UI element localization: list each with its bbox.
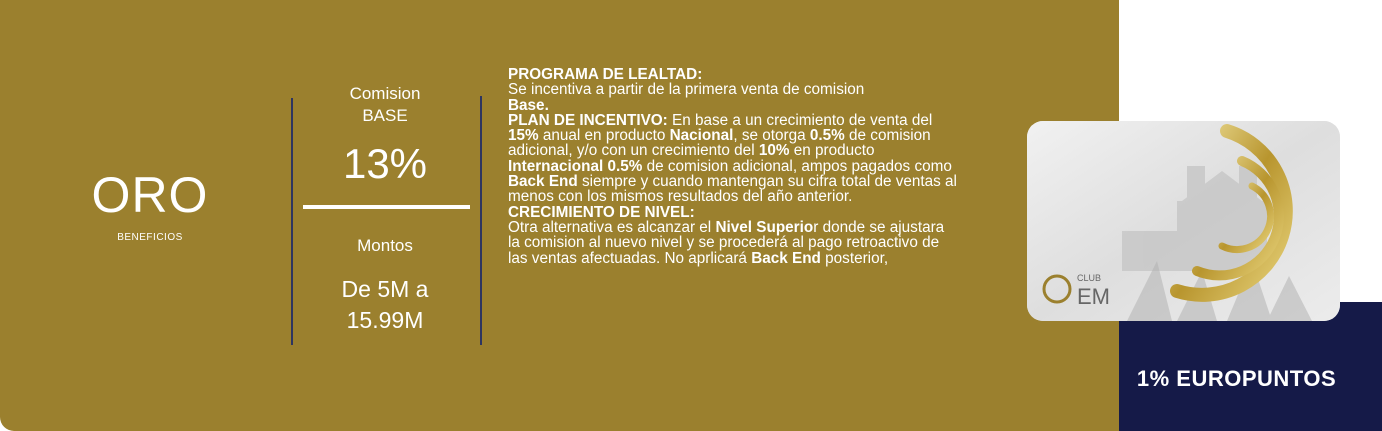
incentive-bold-5: Internacional 0.5% — [508, 157, 643, 175]
separator-line — [303, 205, 470, 209]
commission-label-line2: BASE — [362, 106, 408, 126]
incentive-bold-3: 0.5% — [809, 127, 845, 145]
incentive-text-4: de comision adicional, y/o con un crecimiento del — [508, 127, 931, 160]
incentive-title: PLAN DE INCENTIVO: — [508, 111, 668, 129]
incentive-bold-4: 10% — [758, 142, 790, 160]
commission-percent: 13% — [342, 140, 428, 187]
incentive-text-7: siempre y cuando mantengan su cifra total de ventas al menos con los mismos resultados del año anterior. — [508, 173, 957, 206]
commission-label — [300, 83, 470, 127]
growth-bold-2: Back End — [751, 249, 821, 267]
amounts-range-line1: De 5M a — [341, 276, 429, 302]
growth-text-1: Otra alternativa es alcanzar el — [508, 218, 716, 236]
divider-right — [480, 96, 482, 345]
growth-title: CRECIMIENTO DE NIVEL: — [508, 203, 695, 221]
amounts-range — [300, 274, 470, 336]
incentive-text-1: En base a un crecimiento de venta del — [667, 111, 933, 129]
card-club-label: CLUB — [1077, 273, 1102, 283]
europuntos-label: 1% EUROPUNTOS — [1136, 366, 1337, 391]
amounts-range-line2: 15.99M — [346, 307, 424, 334]
level-title: ORO — [91, 167, 209, 223]
commission-label-line1: Comision — [349, 84, 421, 103]
incentive-text-2: anual en producto — [538, 127, 670, 145]
loyalty-text: Se incentiva a partir de la primera venta de comision — [508, 81, 865, 99]
incentive-bold-6: Back End — [508, 173, 578, 191]
growth-text-3: posterior, — [820, 249, 889, 267]
card-brand-label: EM — [1077, 284, 1110, 309]
loyalty-bold: Base. — [508, 96, 549, 114]
amounts-label: Montos — [357, 236, 413, 255]
loyalty-title: PROGRAMA DE LEALTAD: — [508, 66, 703, 83]
incentive-bold-1: 15% — [508, 127, 539, 145]
growth-bold-1: Nivel Superio — [715, 218, 814, 236]
terms-text — [508, 67, 958, 266]
card-artwork — [1027, 121, 1340, 321]
incentive-text-6: de comision adicional, ampos pagados como — [642, 157, 952, 175]
incentive-text-3: , se otorga — [733, 127, 810, 145]
divider-left — [291, 98, 293, 345]
growth-text-2: r donde se ajustara la comision al nuevo nivel y se procederá al pago retroactivo de las ventas afectuadas. No aprlicará — [508, 218, 945, 267]
incentive-text-5: en producto — [789, 142, 875, 160]
club-em-card — [1027, 121, 1340, 321]
incentive-bold-2: Nacional — [669, 127, 734, 145]
level-subtitle: BENEFICIOS — [117, 232, 183, 243]
